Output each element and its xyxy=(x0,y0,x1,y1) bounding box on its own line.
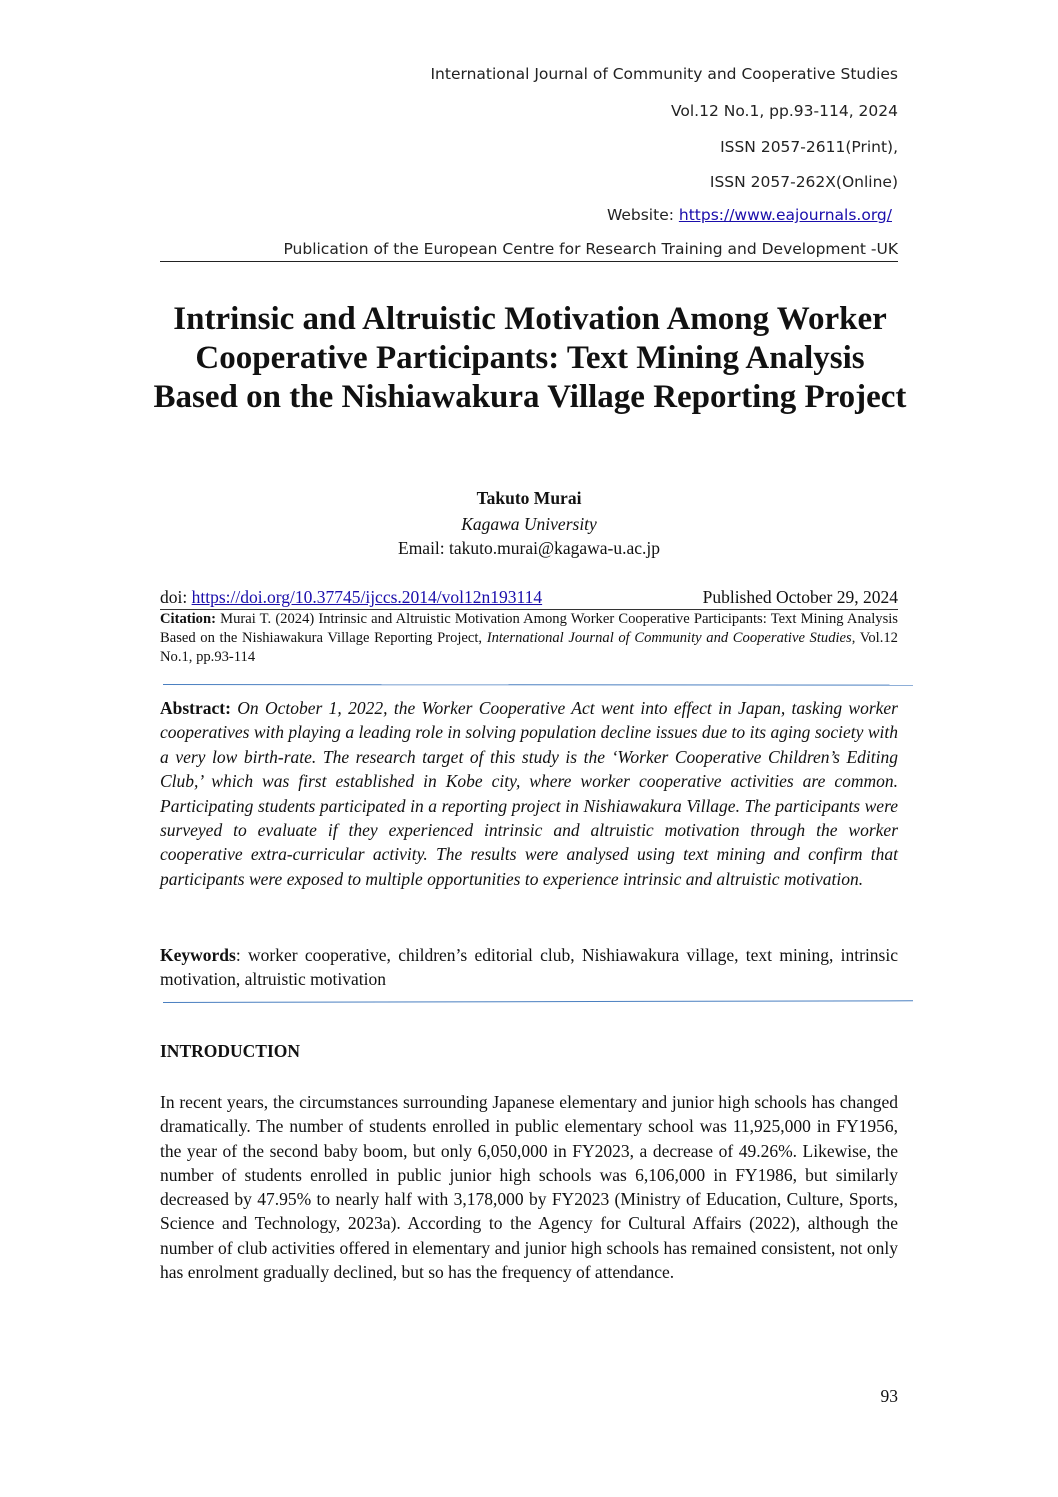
abstract-text: On October 1, 2022, the Worker Cooperative Act went into effect in Japan, tasking worker cooperatives with playing a leading role in solving population decline issues due to its aging society with a very low birth-rate. The research target of this study is the ‘Worker Cooperative Children’s Editing Club,’ which was first established in Kobe city, where worker cooperative activities are common. Participating students participated in a reporting project in Nishiawakura Village. The participants were surveyed to evaluate if they experienced intrinsic and altruistic motivation through the worker cooperative extra-curricular activity. The results were analysed using text mining and confirm that participants were exposed to multiple opportunities to experience intrinsic and altruistic motivation. xyxy=(160,698,898,889)
published-date: Published October 29, 2024 xyxy=(702,587,898,607)
doi-link[interactable]: https://doi.org/10.37745/ijccs.2014/vol12n193114 xyxy=(191,587,543,607)
keywords-label: Keywords xyxy=(160,945,236,965)
citation-text: Murai T. (2024) Intrinsic and Altruistic Motivation Among Worker Cooperative Participants: Text Mining Analysis Based on the Nishiawakura Village Reporting Project, xyxy=(160,611,898,646)
paper-title: Intrinsic and Altruistic Motivation Among Worker Cooperative Participants: Text Mining Analysis Based on the Nishiawakura Village Reporting Project xyxy=(153,301,907,415)
author-email: Email: takuto.murai@kagawa-u.ac.jp xyxy=(398,538,660,558)
volume-info: Vol.12 No.1, pp.93-114, 2024 xyxy=(670,102,898,120)
abstract-label: Abstract: xyxy=(160,698,231,718)
keywords xyxy=(160,943,898,992)
doi-label: doi: xyxy=(160,587,192,607)
author-name: Takuto Murai xyxy=(476,488,582,508)
doi-group xyxy=(160,587,542,608)
keywords-bottom-divider xyxy=(163,1000,913,1003)
keywords-text: : worker cooperative, children’s editorial club, Nishiawakura village, text mining, intrinsic motivation, altruistic motivation xyxy=(160,945,898,990)
abstract xyxy=(160,696,898,891)
website-link[interactable]: https://www.eajournals.org/ xyxy=(678,206,892,224)
issn-online: ISSN 2057-262X(Online) xyxy=(709,173,898,191)
page-number: 93 xyxy=(880,1386,898,1406)
citation-tail: , Vol.12 No.1, pp.93-114 xyxy=(160,630,898,665)
citation-label: Citation: xyxy=(160,611,216,627)
header-divider xyxy=(160,261,898,262)
doi-line xyxy=(160,587,898,608)
citation xyxy=(160,610,898,667)
publisher-line: Publication of the European Centre for Research Training and Development -UK xyxy=(283,240,898,258)
issn-print: ISSN 2057-2611(Print), xyxy=(720,138,898,156)
author-affiliation: Kagawa University xyxy=(461,514,597,534)
citation-journal: International Journal of Community and Cooperative Studies xyxy=(486,630,852,646)
section-heading: INTRODUCTION xyxy=(160,1041,301,1061)
intro-paragraph: In recent years, the circumstances surrounding Japanese elementary and junior high schools has changed dramatically. The number of students enrolled in public elementary school was 11,925,000 in FY1956, the year of the second baby boom, but only 6,050,000 in FY2023, a decrease of 49.26%. Likewise, the number of students enrolled in public junior high schools was 6,106,000 in FY1986, but similarly decreased by 47.95% to nearly half with 3,178,000 by FY2023 (Ministry of Education, Culture, Sports, Science and Technology, 2023a). According to the Agency for Cultural Affairs (2022), although the number of club activities offered in elementary and junior high schools has remained consistent, not only has enrolment gradually declined, but so has the frequency of attendance. xyxy=(160,1092,898,1283)
abstract-top-divider xyxy=(163,684,913,686)
website-label: Website: xyxy=(606,206,679,224)
website-line xyxy=(607,206,892,224)
journal-name: International Journal of Community and Cooperative Studies xyxy=(430,65,898,83)
